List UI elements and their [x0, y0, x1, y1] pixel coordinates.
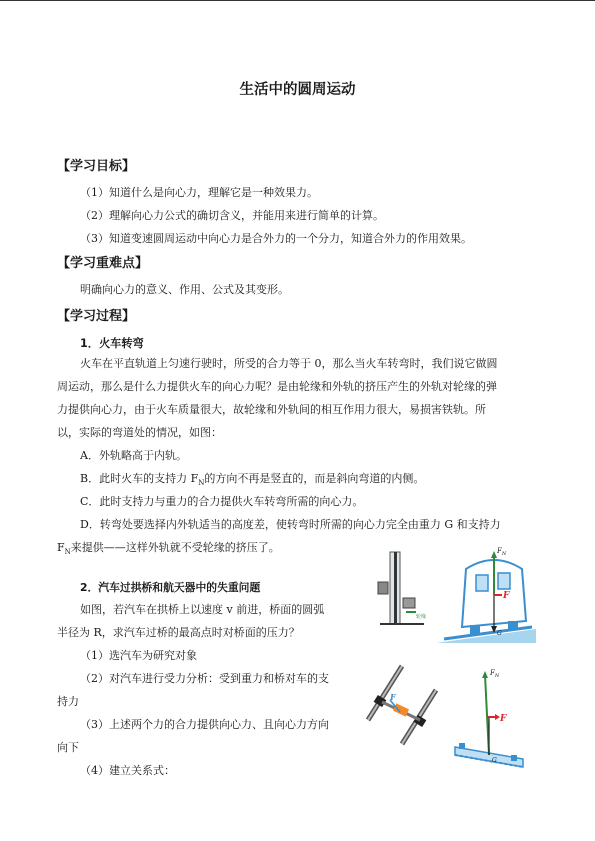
label-fn-train: $F_N$ [497, 547, 507, 557]
option-d-sub: N [64, 548, 71, 557]
curved-track-top-view-figure [362, 660, 442, 750]
label-g-incline: G [492, 757, 497, 764]
paragraph-line: 力提供向心力，由于火车质量很大，故轮缘和外轨间的相互作用力很大，易损害铁轨。所 [57, 403, 486, 416]
bridge-line: 持力 [57, 695, 79, 708]
option-b-sub: N [198, 479, 205, 488]
label-f-incline: F [500, 714, 507, 724]
goal-item: （1）知道什么是向心力，理解它是一种效果力。 [80, 186, 318, 199]
label-fn-incline: $F_N$ [490, 669, 500, 679]
bridge-line: （2）对汽车进行受力分析：受到重力和桥对车的支 [80, 672, 329, 685]
paragraph-line: 火车在平直轨道上匀速行驶时，所受的合力等于 0，那么当火车转弯时，我们说它做圆 [80, 357, 498, 370]
subsection-heading-train: 1．火车转弯 [80, 337, 144, 350]
goal-item: （3）知道变速圆周运动中向心力是合外力的一个分力，知道合外力的作用效果。 [80, 232, 472, 245]
bridge-line: 半径为 R，求汽车过桥的最高点时对桥面的压力？ [57, 626, 300, 639]
goal-item: （2）理解向心力公式的确切含义，并能用来进行简单的计算。 [80, 209, 384, 222]
label-f-track: F [390, 692, 396, 702]
page-title: 生活中的圆周运动 [239, 82, 356, 98]
bridge-line: （4）建立关系式： [80, 764, 175, 777]
paragraph-line: 周运动，那么是什么力提供火车的向心力呢？是由轮缘和外轨的挤压产生的外轨对轮缘的弹 [57, 380, 497, 393]
bridge-line: 如图，若汽车在拱桥上以速度 v 前进，桥面的圆弧 [80, 603, 325, 616]
label-g-train: G [497, 630, 502, 637]
section-heading-goals: 【学习目标】 [57, 159, 136, 174]
svg-text:轮缘: 轮缘 [416, 614, 427, 620]
option-d-f: F [57, 541, 65, 554]
option-d-tail: 来提供——这样外轨就不受轮缘的挤压了。 [70, 541, 280, 554]
option-d: D．转弯处要选择内外轨适当的高度差，使转弯时所需的向心力完全由重力 G 和支持力 [80, 518, 501, 531]
section-heading-key-points: 【学习重难点】 [57, 256, 149, 271]
option-a: A．外轨略高于内轨。 [80, 449, 187, 462]
bridge-line: （3）上述两个力的合力提供向心力、且向心力方向 [80, 718, 329, 731]
train-front-view-figure [436, 543, 536, 643]
option-b [80, 472, 424, 490]
inclined-force-diagram-figure [445, 663, 530, 768]
bridge-line: （1）选汽车为研究对象 [80, 649, 197, 662]
key-points-text: 明确向心力的意义、作用、公式及其变形。 [80, 283, 289, 296]
rail-cross-section-figure [372, 548, 432, 633]
bridge-line: 向下 [57, 741, 79, 754]
page-top-rule [0, 0, 595, 1]
section-heading-process: 【学习过程】 [57, 309, 136, 324]
paragraph-line: 以，实际的弯道处的情况，如图： [57, 426, 222, 439]
option-c: C．此时支持力与重力的合力提供火车转弯所需的向心力。 [80, 495, 364, 508]
option-b-tail: 的方向不再是竖直的，而是斜向弯道的内侧。 [204, 472, 425, 485]
subsection-heading-bridge: 2．汽车过拱桥和航天器中的失重问题 [80, 581, 261, 594]
option-d-continued [57, 541, 280, 559]
option-b-head: B．此时火车的支持力 F [80, 472, 199, 485]
label-f-train: F [503, 591, 510, 601]
